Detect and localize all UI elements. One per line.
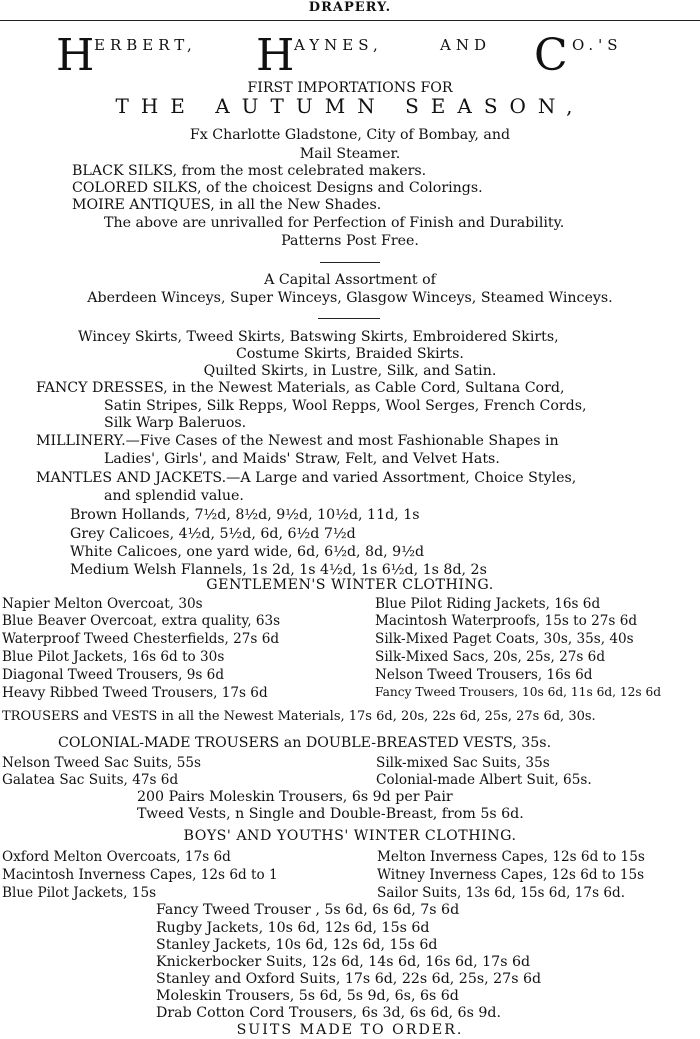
mantles-line: MANTLES AND JACKETS.—A Large and varied Assortment, Choice Styles,: [36, 470, 577, 486]
gents-heading: GENTLEMEN'S WINTER CLOTHING.: [206, 577, 494, 593]
gents-right-item: Nelson Tweed Trousers, 16s 6d: [375, 667, 593, 683]
boys-list-item: Knickerbocker Suits, 12s 6d, 14s 6d, 16s 6d, 17s 6d: [156, 954, 531, 970]
firm-initial-h1: H: [56, 30, 95, 81]
gents-right-item: Fancy Tweed Trousers, 10s 6d, 11s 6d, 12s 6d: [375, 685, 662, 699]
gents-left-item: Blue Pilot Jackets, 16s 6d to 30s: [2, 649, 225, 665]
calicoes-line: White Calicoes, one yard wide, 6d, 6½d, 8d, 9½d: [70, 544, 425, 560]
winceys-line: Aberdeen Winceys, Super Winceys, Glasgow Winceys, Steamed Winceys.: [87, 290, 613, 306]
gents-left-item: Waterproof Tweed Chesterfields, 27s 6d: [2, 631, 280, 647]
boys-list-item: Stanley and Oxford Suits, 17s 6d, 22s 6d, 25s, 27s 6d: [156, 971, 542, 987]
boys-list-item: Rugby Jackets, 10s 6d, 12s 6d, 15s 6d: [156, 920, 430, 936]
firm-name: [56, 30, 646, 80]
suits-left-item: Nelson Tweed Sac Suits, 55s: [2, 755, 201, 771]
skirts-line: Wincey Skirts, Tweed Skirts, Batswing Skirts, Embroidered Skirts,: [78, 329, 559, 345]
boys-right-item: Melton Inverness Capes, 12s 6d to 15s: [377, 849, 645, 865]
boys-left-item: Blue Pilot Jackets, 15s: [2, 885, 157, 901]
firm-word-haynes: AYNES,: [294, 36, 383, 54]
gents-right-item: Macintosh Waterproofs, 15s to 27s 6d: [375, 613, 638, 629]
divider: [318, 318, 380, 319]
fancy-line: Silk Warp Baleruos.: [104, 415, 247, 431]
boys-right-item: Sailor Suits, 13s 6d, 15s 6d, 17s 6d.: [377, 885, 626, 901]
firm-initial-h2: H: [256, 30, 295, 81]
footer-line: SUITS MADE TO ORDER.: [236, 1022, 464, 1038]
importations-line: FIRST IMPORTATIONS FOR: [247, 80, 453, 96]
calicoes-line: Medium Welsh Flannels, 1s 2d, 1s 4½d, 1s 6½d, 1s 8d, 2s: [70, 562, 487, 578]
patterns-line: Patterns Post Free.: [281, 233, 419, 249]
firm-word-herbert: ERBERT,: [94, 36, 197, 54]
firm-word-and: AND: [440, 36, 491, 54]
gents-left-item: Heavy Ribbed Tweed Trousers, 17s 6d: [2, 685, 268, 701]
colonial-line: COLONIAL-MADE TROUSERS an DOUBLE-BREASTED VESTS, 35s.: [58, 735, 552, 751]
silks-line: BLACK SILKS, from the most celebrated makers.: [72, 163, 427, 179]
gents-left-item: Diagonal Tweed Trousers, 9s 6d: [2, 667, 225, 683]
moleskin-line: 200 Pairs Moleskin Trousers, 6s 9d per Pair: [137, 789, 453, 805]
tweed-vests-line: Tweed Vests, n Single and Double-Breast, from 5s 6d.: [137, 806, 524, 822]
calicoes-line: Brown Hollands, 7½d, 8½d, 9½d, 10½d, 11d, 1s: [70, 507, 420, 523]
boys-left-item: Macintosh Inverness Capes, 12s 6d to 1: [2, 867, 278, 883]
millinery-line: MILLINERY.—Five Cases of the Newest and most Fashionable Shapes in: [36, 433, 559, 449]
unrivalled-line: The above are unrivalled for Perfection of Finish and Durability.: [104, 215, 565, 231]
ships-line: Fx Charlotte Gladstone, City of Bombay, and: [189, 127, 511, 143]
firm-word-cos: O.'S: [572, 36, 623, 54]
silks-line: COLORED SILKS, of the choicest Designs and Colorings.: [72, 180, 483, 196]
header-rule: [0, 20, 700, 21]
gents-right-item: Silk-Mixed Sacs, 20s, 25s, 27s 6d: [375, 649, 606, 665]
boys-list-item: Stanley Jackets, 10s 6d, 12s 6d, 15s 6d: [156, 937, 438, 953]
trousers-vests-line: TROUSERS and VESTS in all the Newest Materials, 17s 6d, 20s, 22s 6d, 25s, 27s 6d, 30s.: [2, 709, 596, 724]
silks-line: MOIRE ANTIQUES, in all the New Shades.: [72, 197, 382, 213]
boys-right-item: Witney Inverness Capes, 12s 6d to 15s: [377, 867, 645, 883]
suits-right-item: Colonial-made Albert Suit, 65s.: [376, 772, 592, 788]
boys-list-item: Moleskin Trousers, 5s 6d, 5s 9d, 6s, 6s 6d: [156, 988, 459, 1004]
skirts-line: Costume Skirts, Braided Skirts.: [236, 346, 464, 362]
section-header: DRAPERY.: [308, 0, 392, 15]
calicoes-line: Grey Calicoes, 4½d, 5½d, 6d, 6½d 7½d: [70, 526, 356, 542]
millinery-line: Ladies', Girls', and Maids' Straw, Felt, and Velvet Hats.: [104, 451, 500, 467]
skirts-line: Quilted Skirts, in Lustre, Silk, and Satin.: [203, 363, 497, 379]
suits-right-item: Silk-mixed Sac Suits, 35s: [376, 755, 550, 771]
season-line: THE AUTUMN SEASON,: [115, 94, 585, 118]
boys-left-item: Oxford Melton Overcoats, 17s 6d: [2, 849, 231, 865]
fancy-line: FANCY DRESSES, in the Newest Materials, as Cable Cord, Sultana Cord,: [36, 380, 565, 396]
assortment-line: A Capital Assortment of: [264, 272, 436, 288]
mantles-line: and splendid value.: [104, 488, 244, 504]
boys-heading: BOYS' AND YOUTHS' WINTER CLOTHING.: [183, 828, 517, 844]
divider: [320, 262, 380, 263]
ships-line-2: Mail Steamer.: [299, 146, 401, 162]
gents-left-item: Napier Melton Overcoat, 30s: [2, 596, 203, 612]
suits-left-item: Galatea Sac Suits, 47s 6d: [2, 772, 179, 788]
fancy-line: Satin Stripes, Silk Repps, Wool Repps, Wool Serges, French Cords,: [104, 398, 587, 414]
boys-list-item: Drab Cotton Cord Trousers, 6s 3d, 6s 6d, 6s 9d.: [156, 1005, 501, 1021]
firm-initial-c: C: [534, 30, 568, 81]
gents-left-item: Blue Beaver Overcoat, extra quality, 63s: [2, 613, 281, 629]
gents-right-item: Blue Pilot Riding Jackets, 16s 6d: [375, 596, 601, 612]
gents-right-item: Silk-Mixed Paget Coats, 30s, 35s, 40s: [375, 631, 634, 647]
boys-list-item: Fancy Tweed Trouser , 5s 6d, 6s 6d, 7s 6d: [156, 902, 460, 918]
